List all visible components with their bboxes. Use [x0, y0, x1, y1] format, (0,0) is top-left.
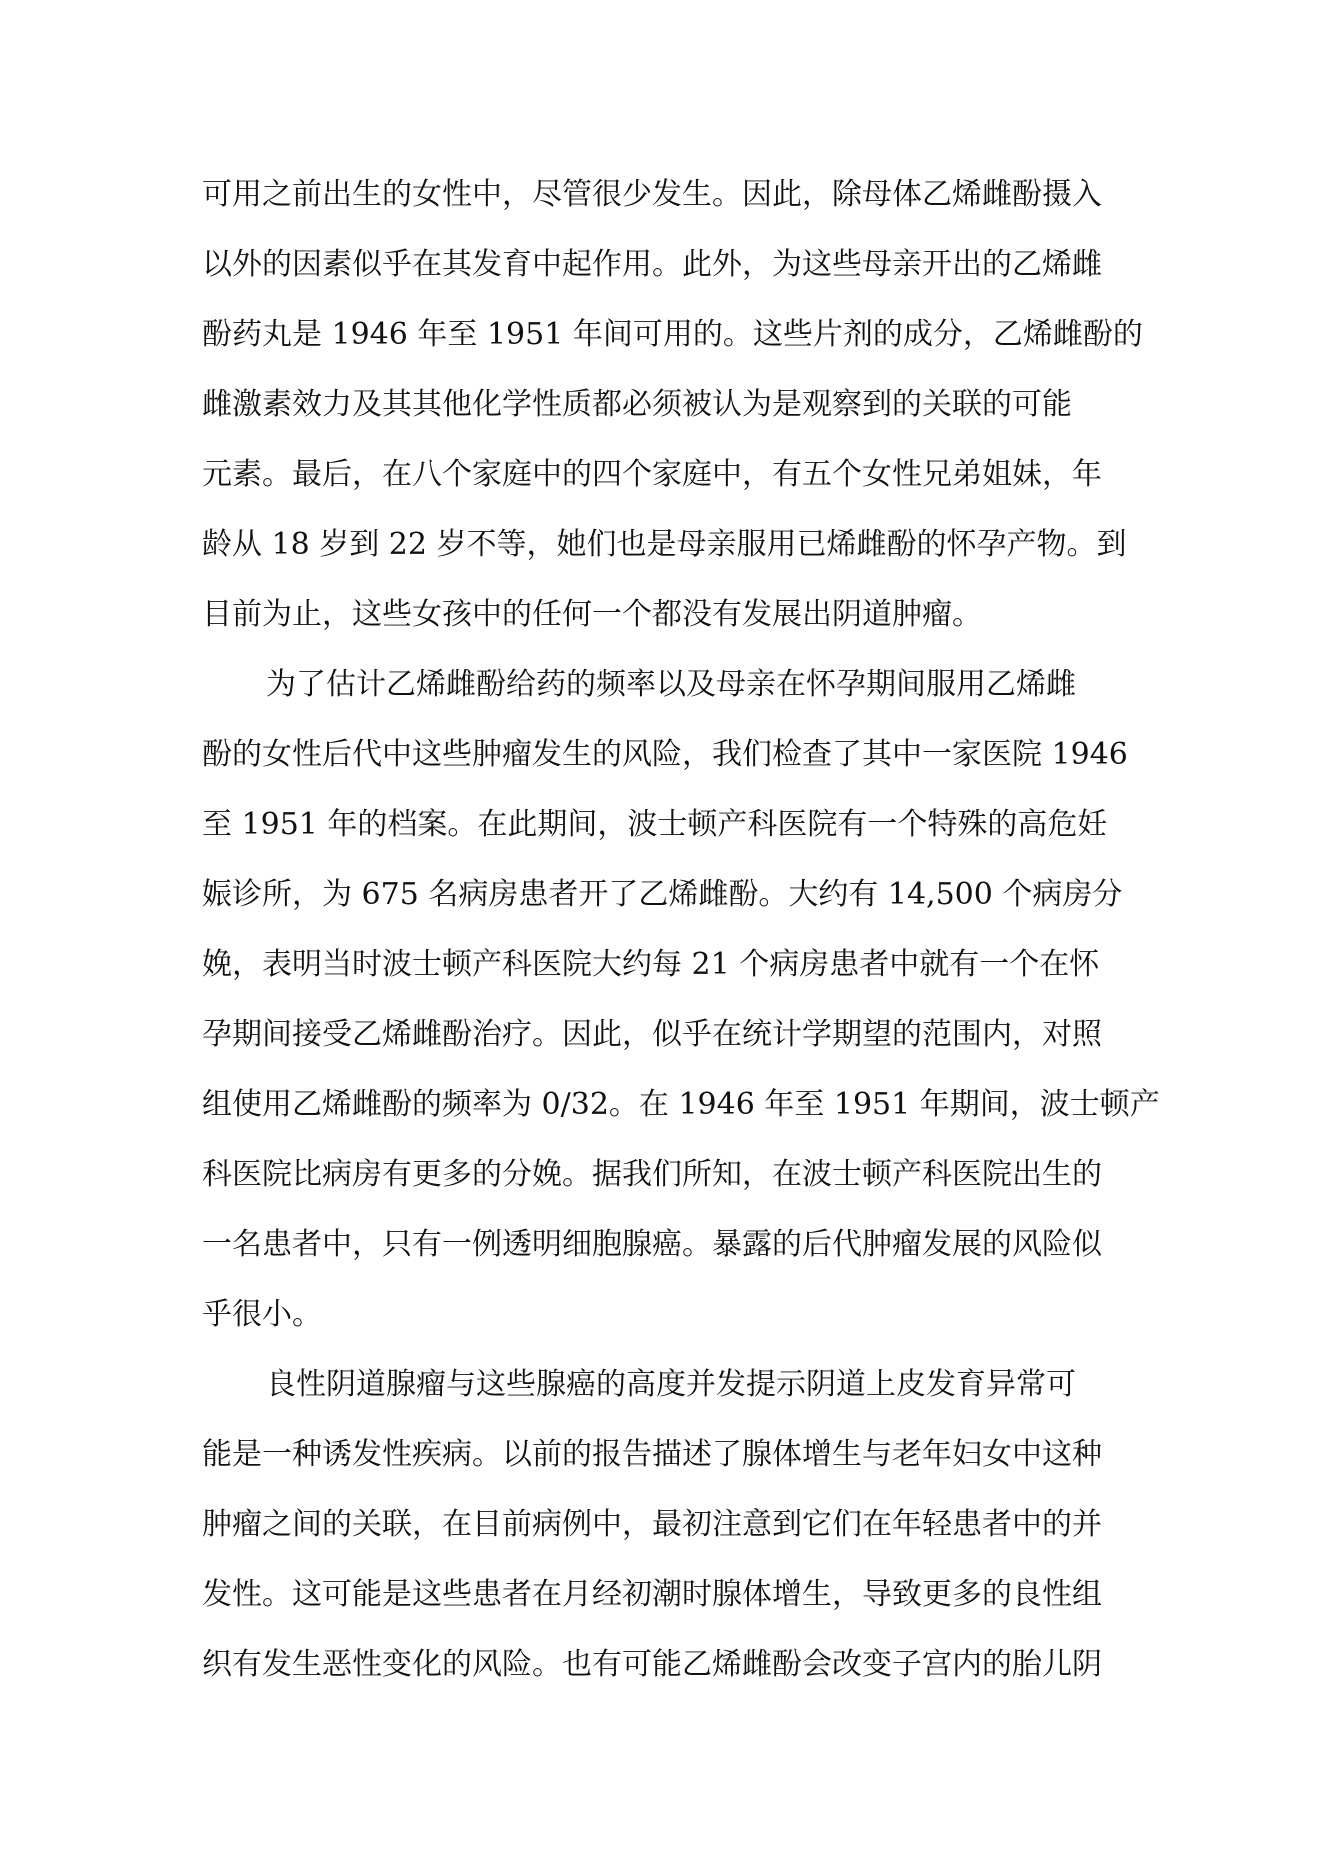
paragraph-line: 雌激素效力及其其他化学性质都必须被认为是观察到的关联的可能 [202, 387, 1072, 422]
paragraph-line: 肿瘤之间的关联，在目前病例中，最初注意到它们在年轻患者中的并 [202, 1507, 1102, 1542]
paragraph-line: 能是一种诱发性疾病。以前的报告描述了腺体增生与老年妇女中这种 [202, 1437, 1102, 1472]
paragraph-line: 元素。最后，在八个家庭中的四个家庭中，有五个女性兄弟姐妹，年 [202, 457, 1102, 492]
paragraph-line: 孕期间接受乙烯雌酚治疗。因此，似乎在统计学期望的范围内，对照 [202, 1017, 1102, 1052]
paragraph-line: 发性。这可能是这些患者在月经初潮时腺体增生，导致更多的良性组 [202, 1577, 1102, 1612]
paragraph-line: 至 1951 年的档案。在此期间，波士顿产科医院有一个特殊的高危妊 [202, 807, 1108, 842]
paragraph-line: 一名患者中，只有一例透明细胞腺癌。暴露的后代肿瘤发展的风险似 [202, 1227, 1102, 1262]
paragraph-line: 乎很小。 [202, 1297, 322, 1332]
paragraph-line: 为了估计乙烯雌酚给药的频率以及母亲在怀孕期间服用乙烯雌 [266, 667, 1076, 702]
paragraph-line: 可用之前出生的女性中，尽管很少发生。因此，除母体乙烯雌酚摄入 [202, 177, 1102, 212]
paragraph-line: 以外的因素似乎在其发育中起作用。此外，为这些母亲开出的乙烯雌 [202, 247, 1102, 282]
paragraph-line: 娠诊所，为 675 名病房患者开了乙烯雌酚。大约有 14,500 个病房分 [202, 877, 1123, 912]
paragraph-line: 酚的女性后代中这些肿瘤发生的风险，我们检查了其中一家医院 1946 [202, 737, 1128, 772]
paragraph-line: 组使用乙烯雌酚的频率为 0/32。在 1946 年至 1951 年期间，波士顿产 [202, 1087, 1160, 1122]
paragraph-line: 酚药丸是 1946 年至 1951 年间可用的。这些片剂的成分，乙烯雌酚的 [202, 317, 1143, 352]
paragraph-line: 龄从 18 岁到 22 岁不等，她们也是母亲服用已烯雌酚的怀孕产物。到 [202, 527, 1127, 562]
paragraph-line: 良性阴道腺瘤与这些腺癌的高度并发提示阴道上皮发育异常可 [266, 1367, 1076, 1402]
paragraph-line: 目前为止，这些女孩中的任何一个都没有发展出阴道肿瘤。 [202, 597, 982, 632]
paragraph-line: 织有发生恶性变化的风险。也有可能乙烯雌酚会改变子宫内的胎儿阴 [202, 1647, 1102, 1682]
paragraph-line: 娩，表明当时波士顿产科医院大约每 21 个病房患者中就有一个在怀 [202, 947, 1100, 982]
paragraph-line: 科医院比病房有更多的分娩。据我们所知，在波士顿产科医院出生的 [202, 1157, 1102, 1192]
